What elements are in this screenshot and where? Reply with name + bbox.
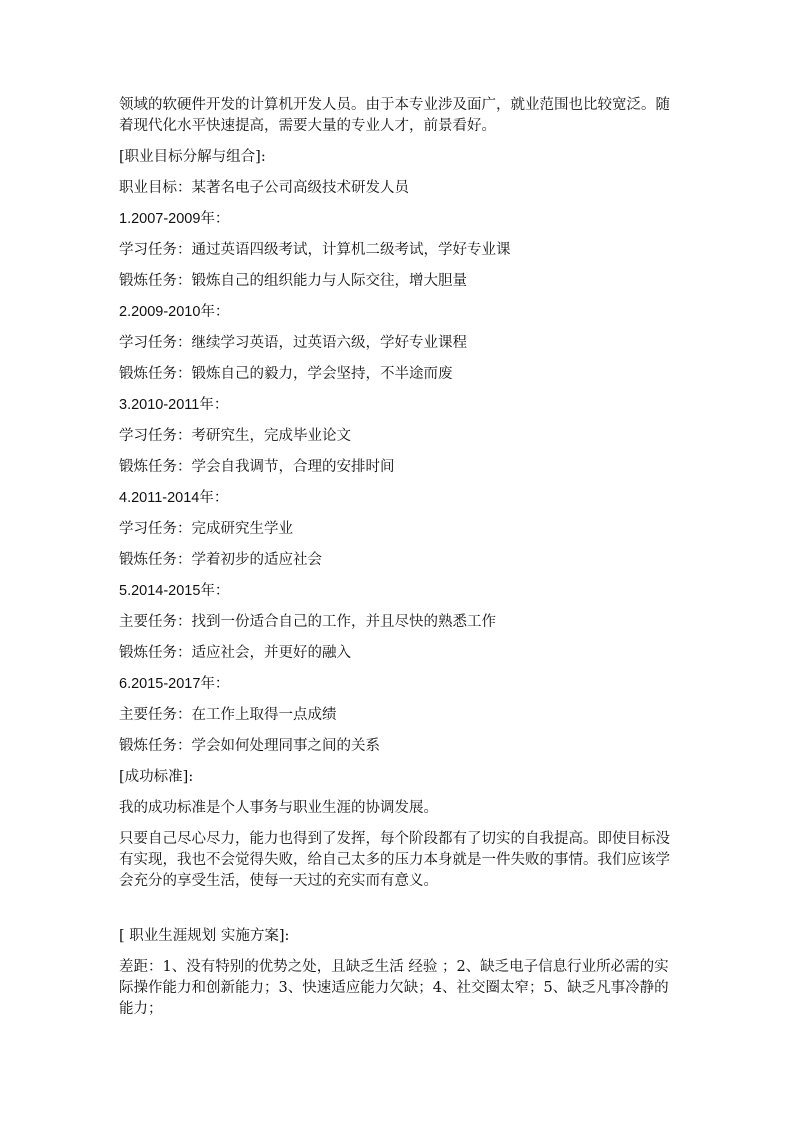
intro-paragraph: [119, 95, 679, 137]
stage-period-number: 6.2015-2017: [119, 676, 201, 692]
stage-period-suffix: 年：: [200, 583, 230, 599]
stage-period-number: 2.2009-2010: [119, 304, 201, 320]
stage-period-number: 4.2011-2014: [119, 490, 200, 506]
stage-period: [119, 209, 679, 230]
success-paragraph: [119, 829, 679, 892]
success-paragraph-line-2: 有实现，我也不会觉得失败，给自己太多的压力本身就是一件失败的事情。我们应该学: [119, 852, 670, 868]
plan-heading: [ 职业生涯规划 实施方案]:: [119, 928, 290, 944]
success-statement: 我的成功标准是个人事务与职业生涯的协调发展。: [119, 800, 438, 816]
career-goal: 职业目标：某著名电子公司高级技术研发人员: [119, 180, 409, 196]
stage-period: [119, 302, 679, 323]
stage-period-suffix: 年：: [199, 397, 229, 413]
success-paragraph-line-1: 只要自己尽心尽力，能力也得到了发挥，每个阶段都有了切实的自我提高。即使目标没: [119, 831, 670, 847]
gap-paragraph: [119, 957, 679, 1020]
stage-period-number: 5.2014-2015: [119, 583, 201, 599]
stage-train-task: 锻炼任务：学着初步的适应社会: [119, 552, 322, 568]
gap-paragraph-line-1: 差距：1、没有特别的优势之处，且缺乏生活 经验 ；2、缺乏电子信息行业所必需的实: [119, 959, 669, 975]
intro-line-1: 领域的软硬件开发的计算机开发人员。由于本专业涉及面广，就业范围也比较宽泛。随: [119, 97, 670, 113]
intro-line-2: 着现代化水平快速提高，需要大量的专业人才，前景看好。: [119, 118, 496, 134]
success-paragraph-line-3: 会充分的享受生活，使每一天过的充实而有意义。: [119, 873, 438, 889]
stage-main-task: 主要任务：找到一份适合自己的工作，并且尽快的熟悉工作: [119, 614, 496, 630]
goal-section-heading: [职业目标分解与组合]:: [119, 149, 266, 165]
stage-period: [119, 395, 679, 416]
stage-study-task: 学习任务：通过英语四级考试，计算机二级考试，学好专业课: [119, 242, 511, 258]
stage-train-task: 锻炼任务：锻炼自己的毅力，学会坚持，不半途而废: [119, 366, 453, 382]
stage-train-task: 锻炼任务：适应社会，并更好的融入: [119, 645, 351, 661]
success-heading: [成功标准]:: [119, 769, 194, 785]
stage-period: [119, 581, 679, 602]
stage-period: [119, 488, 679, 509]
stage-train-task: 锻炼任务：锻炼自己的组织能力与人际交往，增大胆量: [119, 273, 467, 289]
document-page: [119, 95, 679, 1020]
stage-study-task: 学习任务：完成研究生学业: [119, 521, 293, 537]
stage-period-number: 1.2007-2009: [119, 211, 201, 227]
gap-paragraph-line-3: 能力；: [119, 1001, 163, 1017]
stage-study-task: 学习任务：考研究生，完成毕业论文: [119, 428, 351, 444]
stage-train-task: 锻炼任务：学会自我调节，合理的安排时间: [119, 459, 395, 475]
stage-period-suffix: 年：: [200, 211, 230, 227]
gap-paragraph-line-2: 际操作能力和创新能力；3、快速适应能力欠缺；4、社交圈太窄；5、缺乏凡事冷静的: [119, 980, 669, 996]
stage-study-task: 学习任务：继续学习英语，过英语六级，学好专业课程: [119, 335, 467, 351]
stage-train-task: 锻炼任务：学会如何处理同事之间的关系: [119, 738, 380, 754]
stage-period: [119, 674, 679, 695]
stage-period-suffix: 年：: [200, 676, 230, 692]
stage-main-task: 主要任务：在工作上取得一点成绩: [119, 707, 337, 723]
stage-period-suffix: 年：: [200, 304, 230, 320]
stage-period-number: 3.2010-2011: [119, 397, 200, 413]
stage-period-suffix: 年：: [199, 490, 229, 506]
